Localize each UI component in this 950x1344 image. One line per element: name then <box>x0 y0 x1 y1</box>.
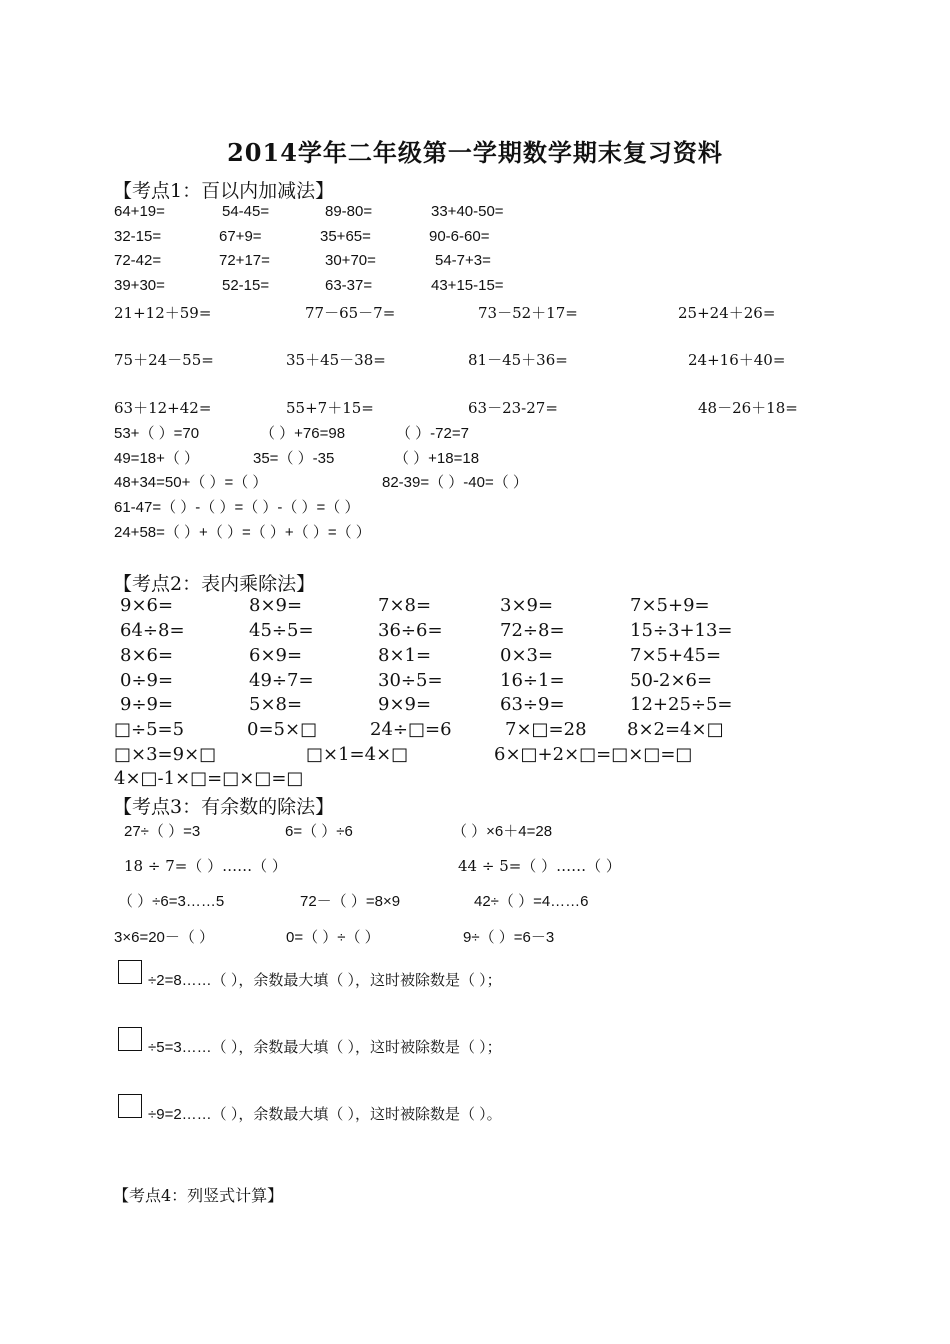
s1-blank: 61-47=（ ）-（ ）=（ ）-（ ）=（ ） <box>114 499 360 516</box>
section4-heading: 【考点4：列竖式计算】 <box>113 1186 284 1205</box>
s2-item: 15÷3+13= <box>630 620 733 641</box>
s1-item: 63-37= <box>325 277 373 294</box>
s1-item: 89-80= <box>325 203 373 220</box>
s2-item: 6×9= <box>249 645 303 666</box>
s2-square: 7×□=28 <box>505 719 587 740</box>
s1-blank: （ ）+76=98 <box>260 425 346 442</box>
s1-item: 75＋24－55= <box>114 351 214 369</box>
s2-item: 9×6= <box>120 595 174 616</box>
s1-blank: 53+（ ）=70 <box>114 425 200 442</box>
s2-item: 50-2×6= <box>630 670 713 691</box>
s2-item: 0×3= <box>500 645 554 666</box>
s2-item: 16÷1= <box>500 670 565 691</box>
s2-item: 63÷9= <box>500 694 565 715</box>
answer-box <box>118 1094 142 1118</box>
s1-item: 52-15= <box>222 277 270 294</box>
s2-item: 64÷8= <box>120 620 185 641</box>
s1-blank: （ ）-72=7 <box>396 425 469 442</box>
s1-item: 64+19= <box>114 203 165 220</box>
s3-item: 3×6=20－（ ） <box>114 929 215 946</box>
s1-blank: 48+34=50+（ ）=（ ） <box>114 474 268 491</box>
s1-blank: 24+58=（ ）+（ ）=（ ）+（ ）=（ ） <box>114 524 371 541</box>
s1-item: 43+15-15= <box>431 277 504 294</box>
s3-item: 27÷（ ）=3 <box>124 823 201 840</box>
s3-item: 0=（ ）÷（ ） <box>286 929 380 946</box>
s2-item: 30÷5= <box>378 670 443 691</box>
s2-item: 9÷9= <box>120 694 174 715</box>
s3-item: 9÷（ ）=6－3 <box>463 929 555 946</box>
s3-box-line: ÷9=2……（ ），余数最大填（ ），这时被除数是（ ）。 <box>148 1106 502 1123</box>
page-title: 2014学年二年级第一学期数学期末复习资料 <box>227 138 723 167</box>
s1-item: 39+30= <box>114 277 165 294</box>
s3-box-line: ÷2=8……（ ），余数最大填（ ），这时被除数是（ ）； <box>148 972 502 989</box>
s1-item: 54-45= <box>222 203 270 220</box>
s2-square: 6×□+2×□=□×□=□ <box>494 744 693 765</box>
s1-blank: 49=18+（ ） <box>114 450 200 467</box>
s2-item: 49÷7= <box>249 670 314 691</box>
s2-item: 0÷9= <box>120 670 174 691</box>
s1-item: 72+17= <box>219 252 270 269</box>
s1-item: 24+16＋40= <box>688 351 786 369</box>
s1-item: 55+7＋15= <box>286 399 374 417</box>
s2-item: 72÷8= <box>500 620 565 641</box>
s1-item: 35＋45－38= <box>286 351 386 369</box>
s2-item: 7×8= <box>378 595 432 616</box>
s2-square: □÷5=5 <box>114 719 185 740</box>
s3-item: 18 ÷ 7=（ ）……（ ） <box>124 857 287 875</box>
s2-square: □×1=4×□ <box>306 744 409 765</box>
s1-item: 30+70= <box>325 252 376 269</box>
s2-square: □×3=9×□ <box>114 744 217 765</box>
s2-item: 3×9= <box>500 595 554 616</box>
s1-item: 32-15= <box>114 228 162 245</box>
s3-box-line: ÷5=3……（ ），余数最大填（ ），这时被除数是（ ）； <box>148 1039 502 1056</box>
answer-box <box>118 960 142 984</box>
s2-item: 45÷5= <box>249 620 314 641</box>
s1-blank: （ ）+18=18 <box>394 450 480 467</box>
s1-item: 33+40-50= <box>431 203 504 220</box>
section3-heading: 【考点3：有余数的除法】 <box>113 796 335 818</box>
s1-item: 63－23-27= <box>468 399 558 417</box>
s1-item: 25+24＋26= <box>678 304 776 322</box>
s2-item: 36÷6= <box>378 620 443 641</box>
s1-blank: 35=（ ）-35 <box>253 450 335 467</box>
s2-item: 8×9= <box>249 595 303 616</box>
s2-item: 7×5+45= <box>630 645 722 666</box>
s1-item: 63＋12+42= <box>114 399 212 417</box>
s2-item: 8×6= <box>120 645 174 666</box>
s2-square: 4×□-1×□=□×□=□ <box>114 768 304 789</box>
s1-item: 72-42= <box>114 252 162 269</box>
s1-item: 48－26＋18= <box>698 399 798 417</box>
s1-item: 90-6-60= <box>429 228 490 245</box>
s3-item: 42÷（ ）=4……6 <box>474 893 589 910</box>
s2-square: 8×2=4×□ <box>627 719 724 740</box>
s2-item: 8×1= <box>378 645 432 666</box>
s3-item: （ ）×6＋4=28 <box>452 823 553 840</box>
s3-item: 72－（ ）=8×9 <box>300 893 401 910</box>
answer-box <box>118 1027 142 1051</box>
s1-item: 67+9= <box>219 228 262 245</box>
s1-item: 77－65－7= <box>305 304 396 322</box>
s1-blank: 82-39=（ ）-40=（ ） <box>382 474 528 491</box>
section2-heading: 【考点2：表内乘除法】 <box>113 573 316 595</box>
s1-item: 54-7+3= <box>435 252 491 269</box>
s2-item: 7×5+9= <box>630 595 710 616</box>
s3-item: （ ）÷6=3……5 <box>118 893 225 910</box>
s1-item: 21+12＋59= <box>114 304 212 322</box>
s3-item: 44 ÷ 5=（ ）……（ ） <box>458 857 621 875</box>
s1-item: 81－45＋36= <box>468 351 568 369</box>
s3-item: 6=（ ）÷6 <box>285 823 353 840</box>
s2-item: 12+25÷5= <box>630 694 733 715</box>
s2-square: 24÷□=6 <box>370 719 452 740</box>
s1-item: 35+65= <box>320 228 371 245</box>
section1-heading: 【考点1：百以内加减法】 <box>113 180 335 202</box>
s2-item: 5×8= <box>249 694 303 715</box>
s2-item: 9×9= <box>378 694 432 715</box>
s1-item: 73－52＋17= <box>478 304 578 322</box>
s2-square: 0=5×□ <box>247 719 318 740</box>
